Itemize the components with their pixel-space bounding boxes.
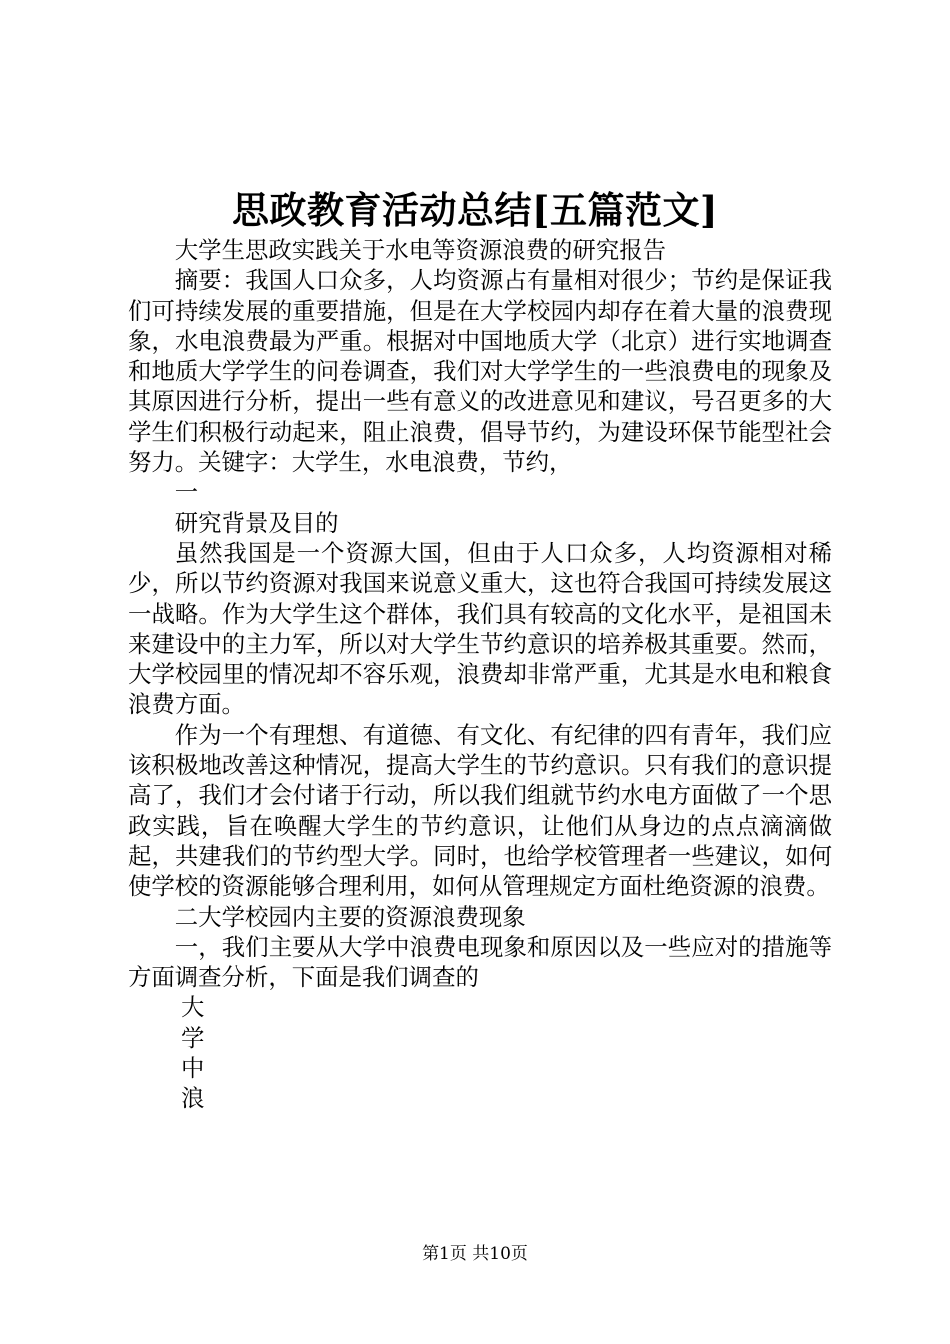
vertical-char: 大 [181,993,205,1022]
section-heading: 二大学校园内主要的资源浪费现象 [174,902,526,931]
vertical-char: 中 [181,1054,205,1083]
paragraph-report-title: 大学生思政实践关于水电等资源浪费的研究报告 [174,236,666,264]
vertical-char: 浪 [181,1084,205,1113]
document-body [128,235,832,1114]
page-footer: 第1页 共10页 [422,1244,528,1264]
section-heading: 研究背景及目的 [174,508,339,537]
paragraph-abstract: 摘要：我国人口众多，人均资源占有量相对很少；节约是保证我们可持续发展的重要措施，但是在大学校园内却存在着大量的浪费现象，水电浪费最为严重。根据对中国地质大学（北京）进行实地调查和地质大学学生的问卷调查，我们对大学学生的一些浪费电的现象及其原因进行分析，提出一些有意义的改进意见和建议，号召更多的大学生们积极行动起来，阻止浪费，倡导节约，为建设环保节能型社会努力。关键字：大学生，水电浪费，节约， [128,266,832,477]
paragraph-purpose: 作为一个有理想、有道德、有文化、有纪律的四有青年，我们应该积极地改善这种情况，提高大学生的节约意识。只有我们的意识提高了，我们才会付诸于行动，所以我们组就节约水电方面做了一个思政实践，旨在唤醒大学生的节约意识，让他们从身边的点点滴滴做起，共建我们的节约型大学。同时，也给学校管理者一些建议，如何使学校的资源能够合理利用，如何从管理规定方面杜绝资源的浪费。 [128,720,832,901]
vertical-char: 学 [181,1023,205,1052]
section-number: 一 [174,478,199,507]
document-title: 思政教育活动总结[五篇范文] [231,188,718,232]
paragraph-survey-intro: 一，我们主要从大学中浪费电现象和原因以及一些应对的措施等方面调查分析，下面是我们调查的 [128,932,832,992]
paragraph-background: 虽然我国是一个资源大国，但由于人口众多，人均资源相对稀少，所以节约资源对我国来说意义重大，这也符合我国可持续发展这一战略。作为大学生这个群体，我们具有较高的文化水平，是祖国未来建设中的主力军，所以对大学生节约意识的培养极其重要。然而，大学校园里的情况却不容乐观，浪费却非常严重，尤其是水电和粮食浪费方面。 [128,538,832,719]
